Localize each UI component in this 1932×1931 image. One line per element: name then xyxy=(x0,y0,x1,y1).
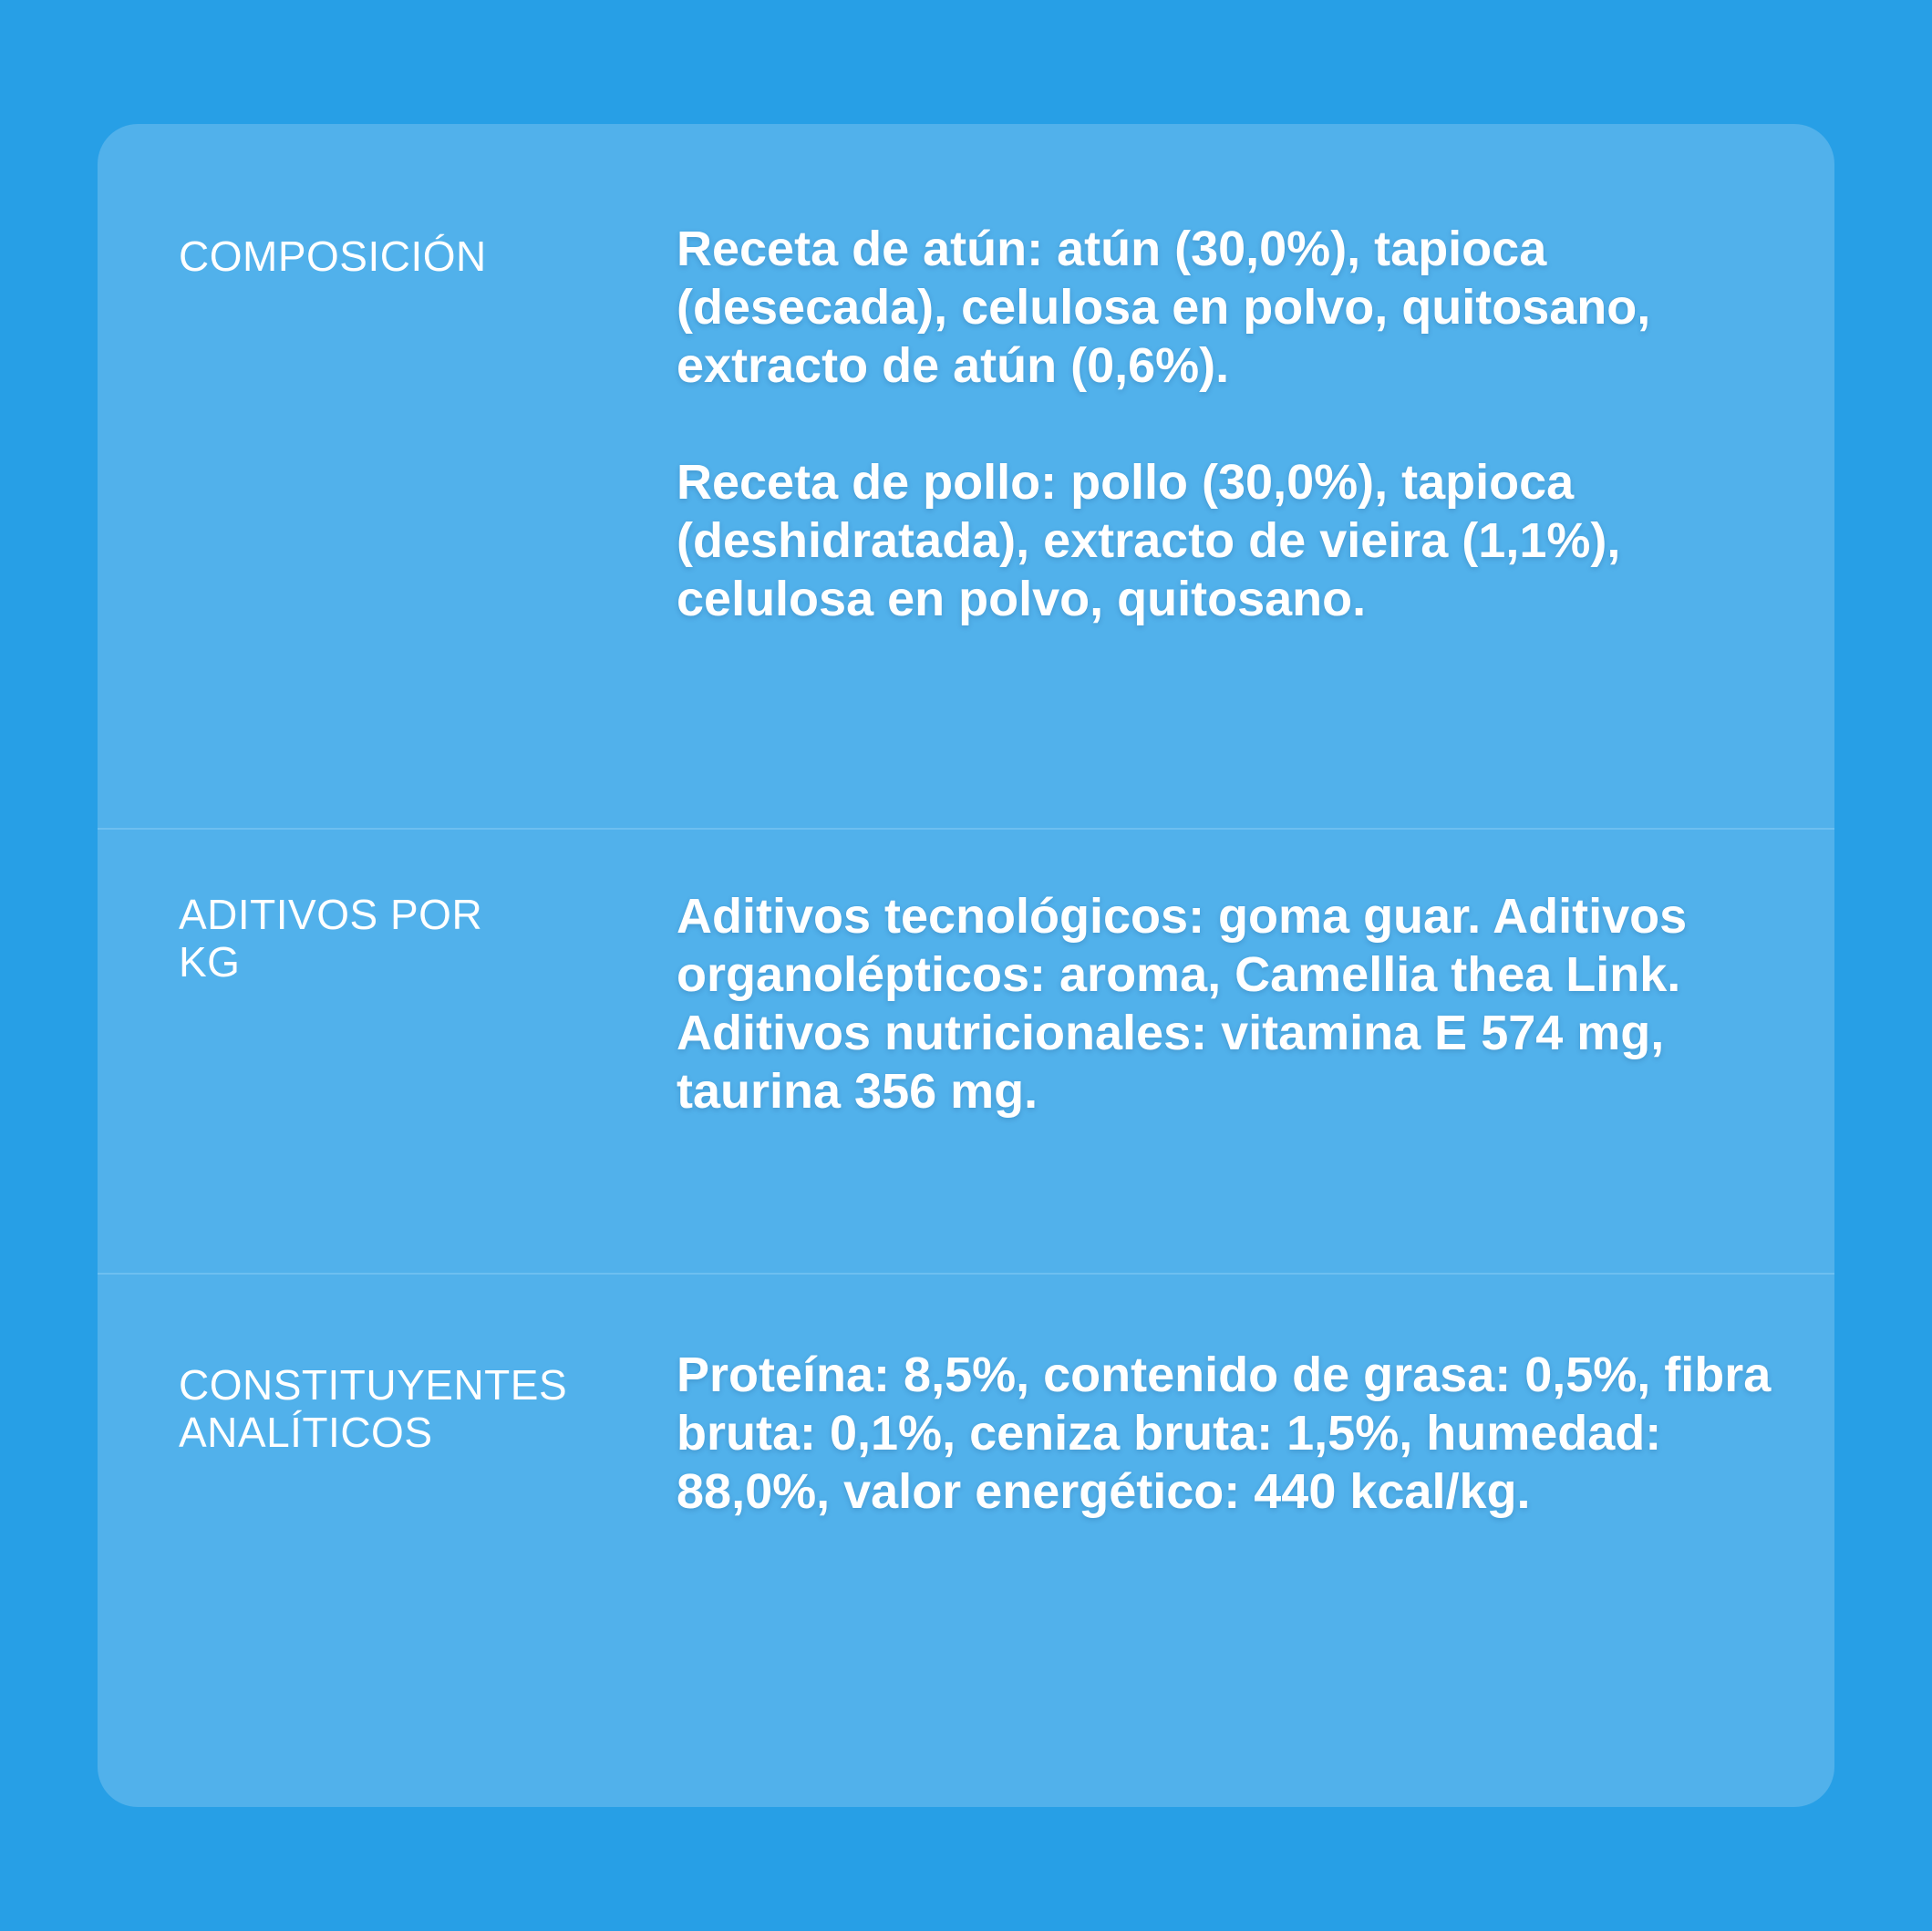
analytical-constituents-section xyxy=(98,1274,1834,1807)
ingredients-card xyxy=(98,124,1834,1807)
composition-label: COMPOSICIÓN xyxy=(179,232,487,280)
composition-section xyxy=(98,124,1834,829)
additives-section xyxy=(98,829,1834,1274)
additives-label: ADITIVOS POR KG xyxy=(179,891,483,986)
additives-text: Aditivos tecnológicos: goma guar. Aditivos organolépticos: aroma, Camellia thea Link. Aditivos nutricionales: vitamina E 574 mg, taurina 356 mg. xyxy=(677,889,1688,1119)
analytical-constituents-text: Proteína: 8,5%, contenido de grasa: 0,5%, fibra bruta: 0,1%, ceniza bruta: 1,5%, humedad: 88,0%, valor energético: 440 kcal/kg. xyxy=(677,1348,1772,1519)
analytical-constituents-label: CONSTITUYENTES ANALÍTICOS xyxy=(179,1361,568,1456)
chicken-recipe-text: Receta de pollo: pollo (30,0%), tapioca (deshidratada), extracto de vieira (1,1%), celulosa en polvo, quitosano. xyxy=(677,455,1621,626)
tuna-recipe-text: Receta de atún: atún (30,0%), tapioca (desecada), celulosa en polvo, quitosano, extracto de atún (0,6%). xyxy=(677,222,1651,393)
